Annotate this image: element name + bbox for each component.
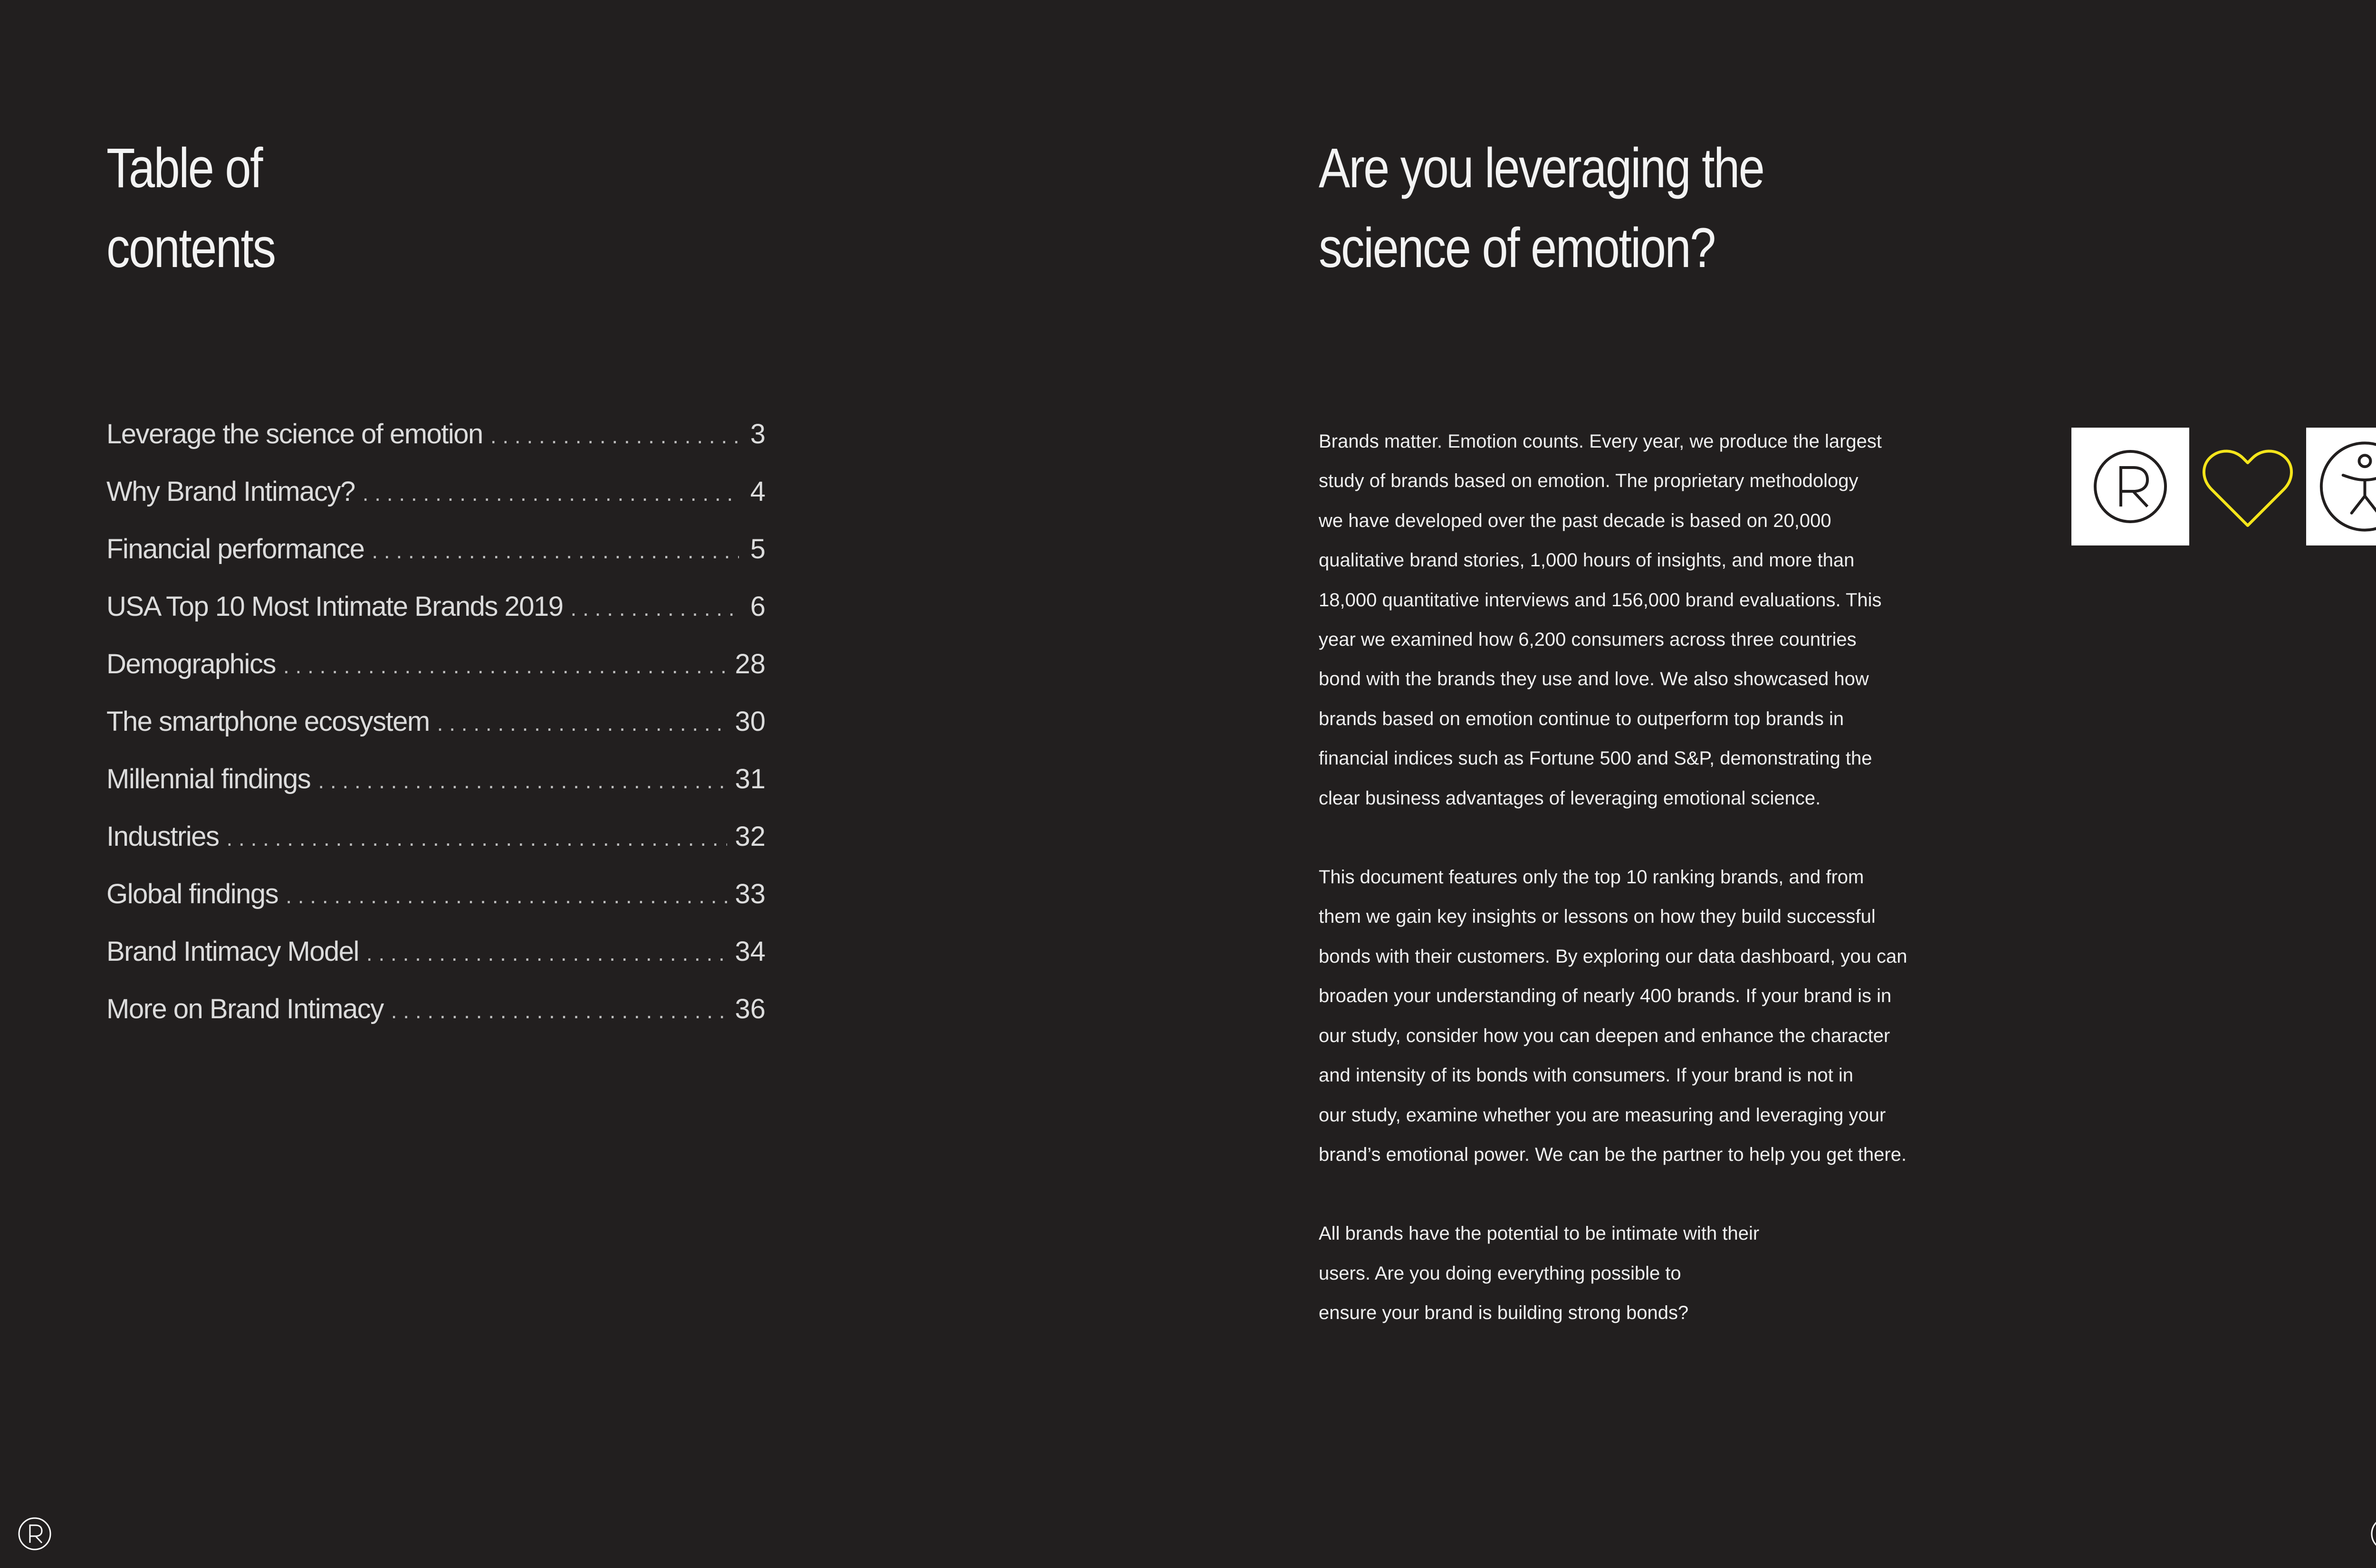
toc-entry[interactable] (106, 763, 766, 821)
toc-dot-leader (372, 538, 739, 564)
toc-entry[interactable] (106, 418, 766, 476)
toc-entry-label: Leverage the science of emotion (106, 419, 483, 449)
toc-dot-leader (391, 998, 728, 1023)
toc-entry-label: Industries (106, 821, 219, 852)
registered-mark-tile (2071, 428, 2189, 545)
person-figure-tile (2306, 428, 2376, 545)
intro-paragraph: This document features only the top 10 ranking brands, and from them we gain key insights or lessons on how they build successful bonds with their customers. By exploring our data dashboard, you can broaden your understanding of nearly 400 brands. If your brand is in our study, consider how you can deepen and enhance the character and intensity of its bonds with consumers. If your brand is not in our study, examine whether you are measuring and leveraging your brand’s emotional power. We can be the partner to help you get there. (1319, 867, 1907, 1165)
toc-entry-page: 34 (735, 936, 766, 967)
toc-entry[interactable] (106, 706, 766, 763)
person-figure-icon (2306, 428, 2376, 545)
toc-entry-label: USA Top 10 Most Intimate Brands 2019 (106, 591, 563, 622)
toc-entry[interactable] (106, 936, 766, 993)
toc-dot-leader (490, 423, 739, 449)
toc-dot-leader (571, 595, 739, 621)
intro-body (1319, 422, 1974, 1373)
toc-entry[interactable] (106, 821, 766, 878)
heart-tile (2189, 428, 2307, 545)
toc-entry-label: Millennial findings (106, 764, 311, 794)
registered-mark-icon (2071, 428, 2189, 545)
heart-outline-icon (2189, 428, 2307, 545)
registered-mark-icon (16, 1515, 54, 1553)
toc-entry-page: 3 (750, 419, 766, 449)
toc-dot-leader (363, 480, 739, 506)
toc-entry-label: Global findings (106, 879, 278, 909)
toc-entry-page: 33 (735, 879, 766, 909)
toc-entry-label: The smartphone ecosystem (106, 706, 430, 737)
toc-title (106, 128, 275, 288)
toc-entry[interactable] (106, 993, 766, 1051)
toc-entry[interactable] (106, 591, 766, 648)
toc-entry[interactable] (106, 476, 766, 533)
toc-entry-page: 36 (735, 994, 766, 1024)
toc-entry-label: Financial performance (106, 534, 364, 564)
toc-entry-page: 32 (735, 821, 766, 852)
person-figure-icon (2369, 1515, 2376, 1553)
toc-entry[interactable] (106, 533, 766, 591)
toc-entry-page: 28 (735, 649, 766, 679)
intro-paragraph: All brands have the potential to be intimate with their users. Are you doing everything possible to ensure your brand is building strong bonds? (1319, 1223, 1760, 1324)
toc-dot-leader (437, 710, 728, 736)
toc-dot-leader (283, 653, 728, 679)
toc-entry[interactable] (106, 648, 766, 706)
toc-entry-page: 5 (750, 534, 766, 564)
intro-title (1319, 128, 1763, 288)
intro-title-line: Are you leveraging the (1319, 137, 1764, 200)
toc-entry-page: 31 (735, 764, 766, 794)
table-of-contents (106, 418, 766, 1051)
intro-paragraph: Brands matter. Emotion counts. Every year, we produce the largest study of brands based on emotion. The proprietary methodology we have developed over the past decade is based on 20,000 qualitative brand stories, 1,000 hours of insights, and more than 18,000 quantitative interviews and 156,000 brand evaluations. This year we examined how 6,200 consumers across three countries bond with the brands they use and love. We also showcased how brands based on emotion continue to outperform top brands in financial indices such as Fortune 500 and S&P, demonstrating the clear business advantages of leveraging emotional science. (1319, 431, 1882, 809)
footer-person-figure (2369, 1515, 2376, 1553)
toc-title-line: contents (106, 217, 275, 279)
footer-registered-mark (16, 1515, 54, 1553)
toc-entry-label: Demographics (106, 649, 276, 679)
toc-entry-page: 4 (750, 476, 766, 507)
toc-entry-page: 6 (750, 591, 766, 622)
intro-title-line: science of emotion? (1319, 217, 1715, 279)
toc-entry-page: 30 (735, 706, 766, 737)
toc-dot-leader (286, 883, 727, 908)
toc-entry-label: Brand Intimacy Model (106, 936, 359, 967)
toc-dot-leader (318, 768, 727, 794)
toc-entry-label: Why Brand Intimacy? (106, 476, 355, 507)
toc-entry-label: More on Brand Intimacy (106, 994, 383, 1024)
toc-entry[interactable] (106, 878, 766, 936)
toc-dot-leader (366, 940, 728, 966)
toc-title-line: Table of (106, 137, 262, 200)
toc-dot-leader (226, 825, 727, 851)
